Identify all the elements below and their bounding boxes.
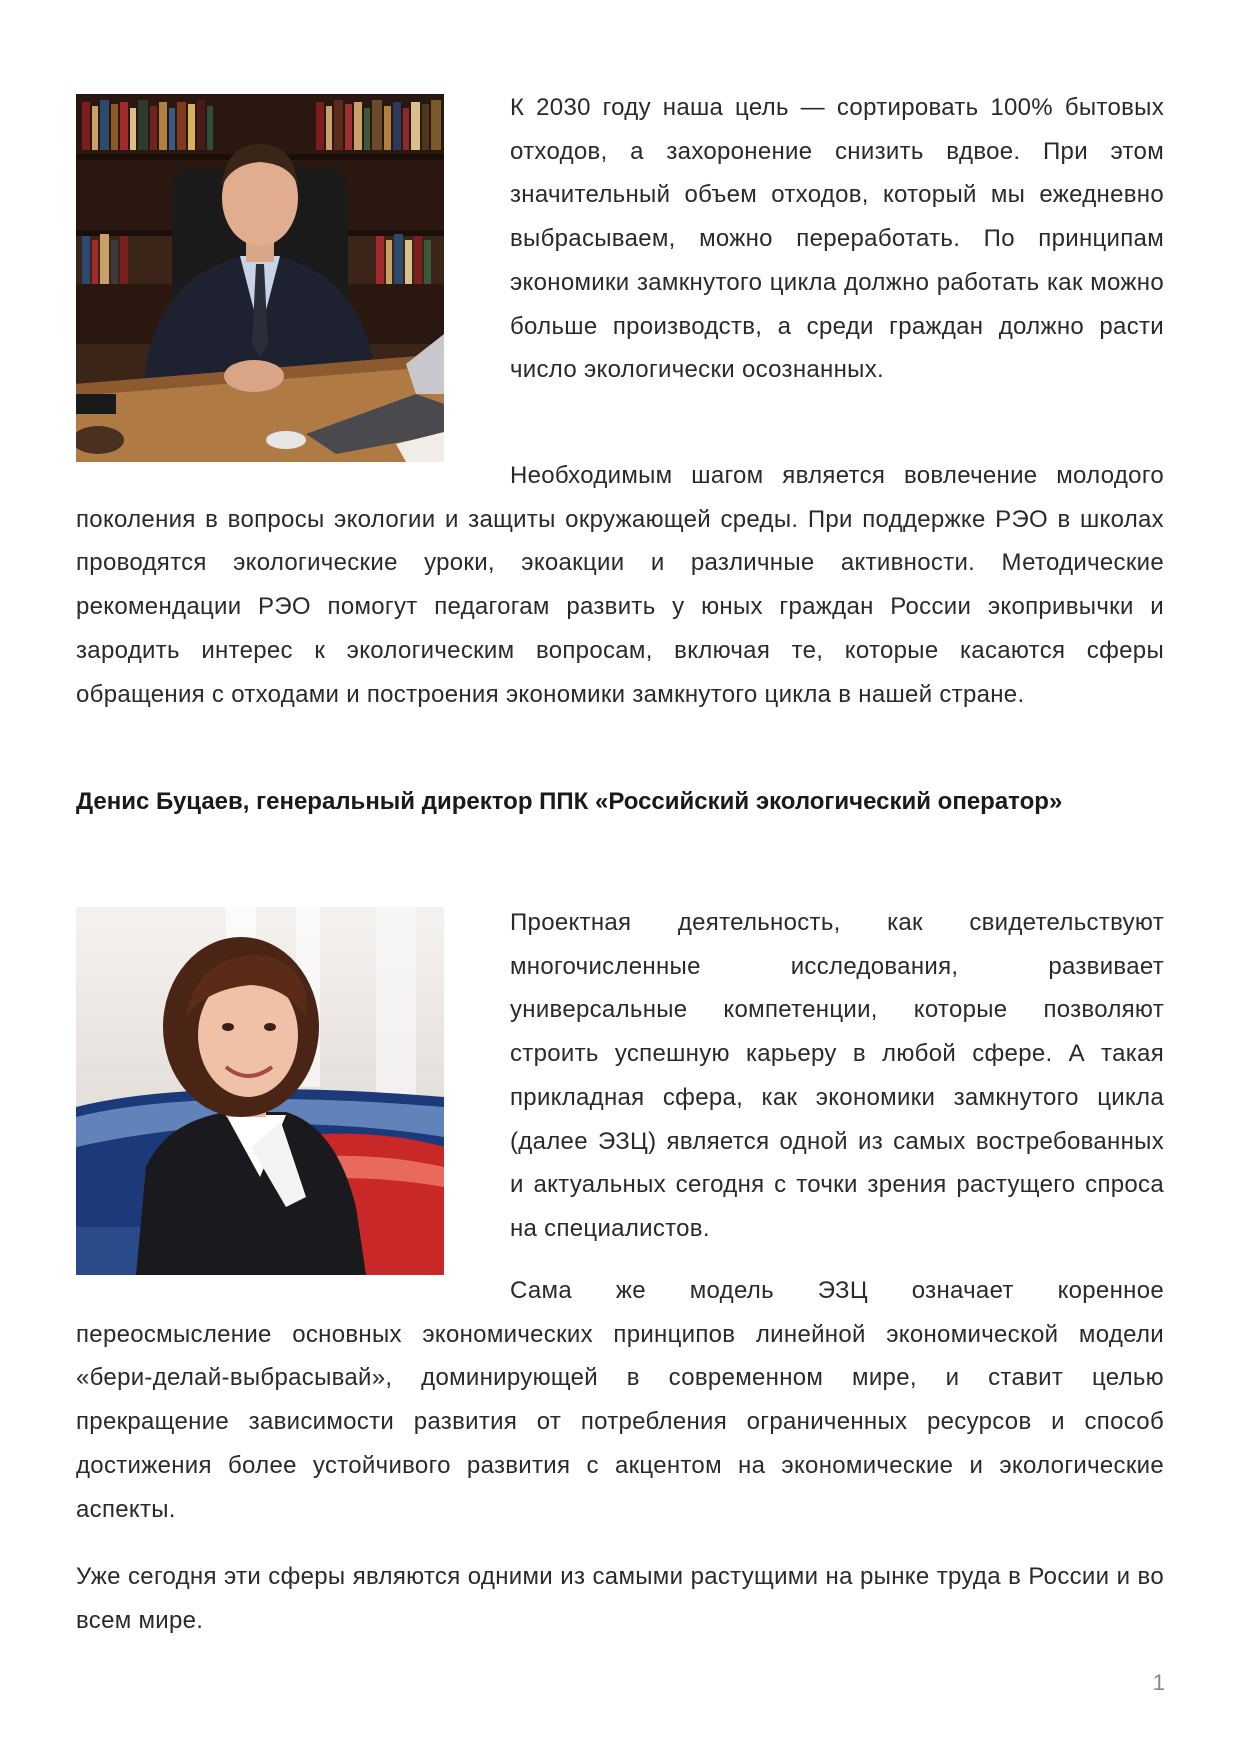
section-ezc: [76, 0, 1164, 1754]
ceo-signature: Денис Буцаев, генеральный директор ППК «Российский экологический оператор»: [76, 788, 1063, 815]
ezc-final-paragraph: Уже сегодня эти сферы являются одними из самыми растущими на рынке труда в России и во всем мире.: [76, 1563, 1164, 1634]
ceo-main-paragraph: Необходимым шагом является вовлечение молодого поколения в вопросы экологии и защиты окружающей среды. При поддержке РЭО в школах проводятся экологические уроки, экоакции и различные активности. Методические рекомендации РЭО помогут педагогам развить у юных граждан России экопривычки и зародить интерес к экологическим вопросам, включая те, которые касаются сферы обращения с отходами и построения экономики замкнутого цикла в нашей стране.: [76, 462, 1164, 708]
portrait-woman-image: [76, 907, 444, 1275]
portrait-woman-photo: [76, 907, 444, 1275]
ezc-intro-paragraph: Проектная деятельность, как свидетельствуют многочисленные исследования, развивает универсальные компетенции, которые позволяют строить успешную карьеру в любой сфере. А такая прикладная сфера, как экономики замкнутого цикла (далее ЭЗЦ) является одной из самых востребованных и актуальных сегодня с точки зрения растущего спроса на специалистов.: [510, 909, 1164, 1242]
ezc-main-paragraph: Сама же модель ЭЗЦ означает коренное переосмысление основных экономических принципов линейной экономической модели «бери-делай-выбрасывай», доминирующей в современном мире, и ставит целью прекращение зависимости развития от потребления ограниченных ресурсов и способ достижения более устойчивого развития с акцентом на экономические и экологические аспекты.: [76, 1277, 1164, 1523]
ceo-intro-paragraph: К 2030 году наша цель — сортировать 100% бытовых отходов, а захоронение снизить вдвое. При этом значительный объем отходов, который мы ежедневно выбрасываем, можно переработать. По принципам экономики замкнутого цикла должно работать как можно больше производств, а среди граждан должно расти число экологически осознанных.: [510, 94, 1164, 384]
page-number: 1: [1152, 1670, 1165, 1695]
